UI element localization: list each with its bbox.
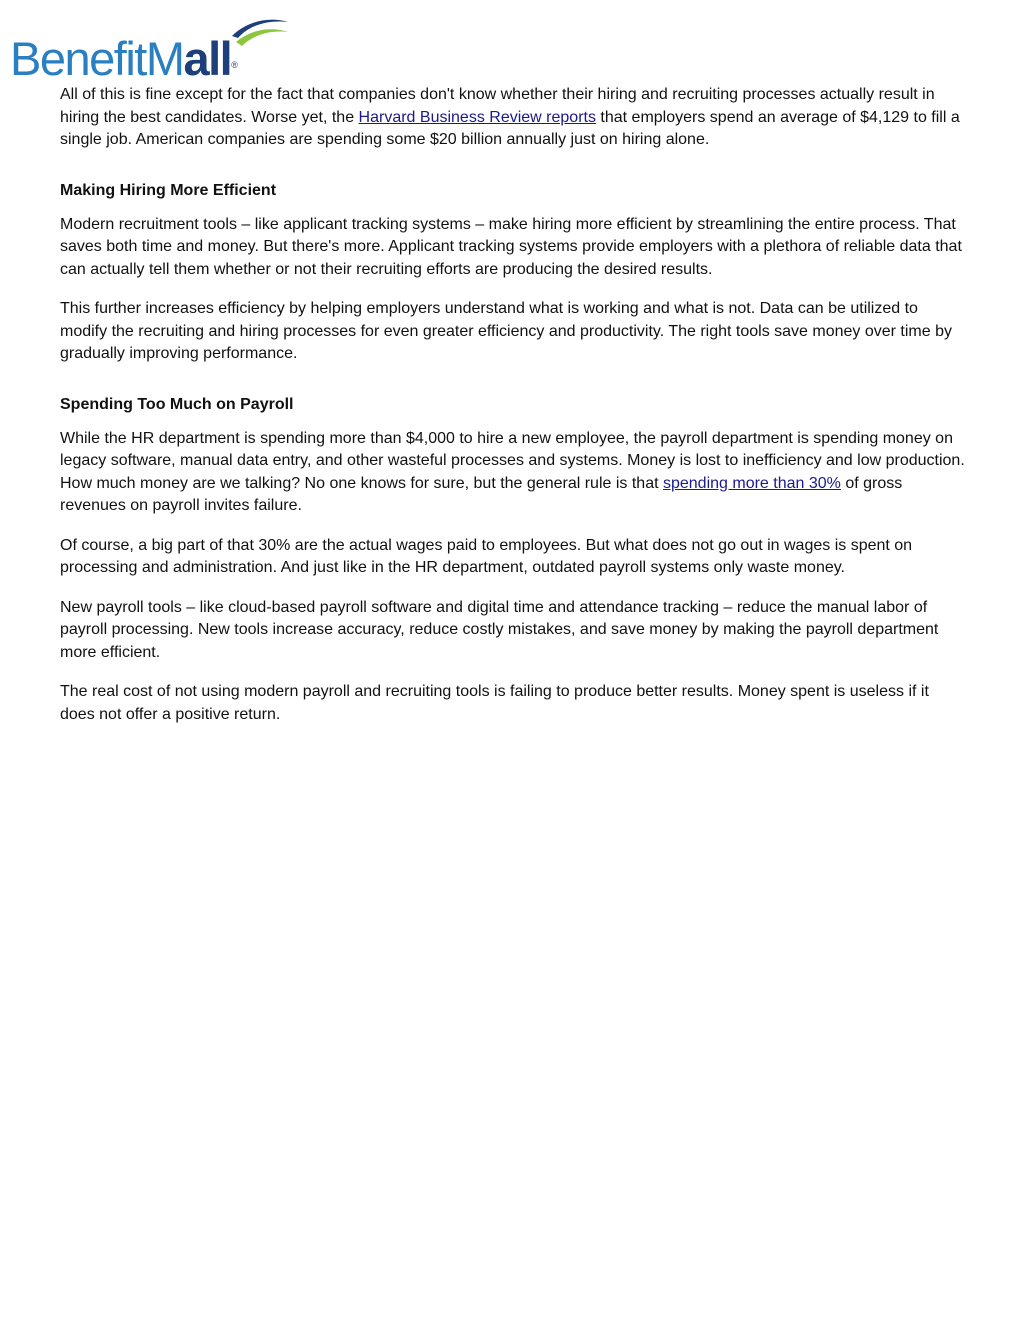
heading-making-hiring-efficient: Making Hiring More Efficient	[60, 181, 277, 199]
spending-30-link[interactable]: spending more than 30%	[662, 474, 841, 492]
hbr-reports-link[interactable]: Harvard Business Review reports	[358, 108, 596, 126]
logo-text-main: BenefitM	[10, 32, 184, 85]
paragraph-real-cost: The real cost of not using modern payroll and recruiting tools is failing to produce better results. Money spent is useless if it does not offer a positive return.	[60, 683, 929, 723]
benefitmall-logo	[10, 12, 290, 85]
logo-wordmark	[10, 34, 238, 84]
paragraph-text: that employers spend an average of $4,129 to fill a single job. American companies are spending some $20 billion annually just on hiring alone.	[60, 108, 960, 148]
paragraph-payroll-tools: New payroll tools – like cloud-based payroll software and digital time and attendance tracking – reduce the manual labor of payroll processing. New tools increase accuracy, reduce costly mistakes, and save money by making the payroll department more efficient.	[60, 598, 939, 661]
logo-text-bold: all	[183, 32, 232, 85]
paragraph-hiring-cost	[60, 84, 966, 152]
paragraph-text: All of this is fine except for the fact that companies don't know whether their hiring and recruiting processes actually result in hiring the best candidates. Worse yet, the	[60, 86, 935, 126]
paragraph-text: of gross revenues on payroll invites failure.	[60, 474, 903, 514]
paragraph-increases-efficiency: This further increases efficiency by helping employers understand what is working and what is not. Data can be utilized to modify the recruiting and hiring processes for even greater efficiency and productivity. The right tools save money over time by gradually improving performance.	[60, 300, 952, 362]
heading-spending-payroll: Spending Too Much on Payroll	[60, 395, 294, 413]
paragraph-text: While the HR department is spending more than $4,000 to hire a new employee, the payroll department is spending money on legacy software, manual data entry, and other wasteful processes and systems. Money is lost to inefficiency and low production. How much money are we talking? No one knows for sure, but the general rule is that	[60, 429, 965, 492]
paragraph-payroll-cost	[60, 428, 966, 518]
paragraph-recruitment-tools: Modern recruitment tools – like applicant tracking systems – make hiring more efficient by streamlining the entire process. That saves both time and money. But there's more. Applicant tracking systems provide employers with a plethora of reliable data that can actually tell them whether or not their recruiting efforts are producing the desired results.	[60, 215, 962, 278]
article-body	[60, 84, 966, 743]
paragraph-wages: Of course, a big part of that 30% are the actual wages paid to employees. But what does not go out in wages is spent on processing and administration. And just like in the HR department, outdated payroll systems only waste money.	[60, 536, 913, 576]
logo-registered-mark: ®	[231, 60, 238, 70]
